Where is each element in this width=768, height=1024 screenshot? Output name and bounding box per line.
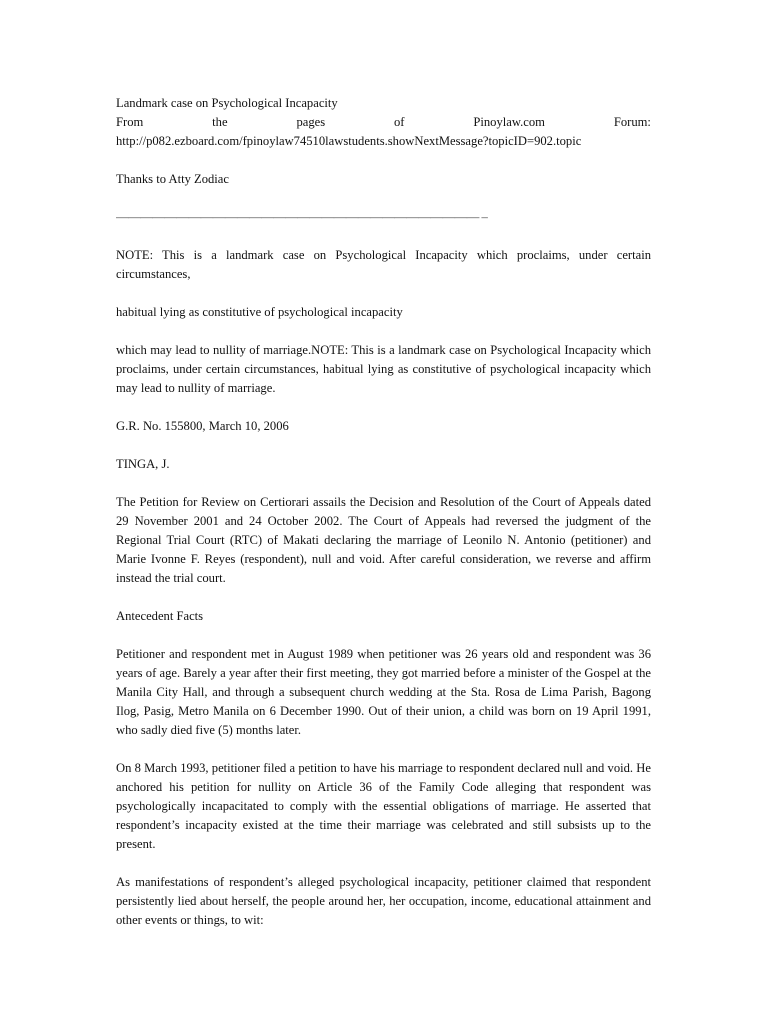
source-word: pages — [296, 115, 326, 129]
section-heading: Antecedent Facts — [116, 609, 204, 623]
note-paragraph: habitual lying as constitutive of psychological incapacity — [116, 305, 403, 319]
body-paragraph: On 8 March 1993, petitioner filed a petition to have his marriage to respondent declared null and void. He anchored his petition for nullity on Article 36 of the Family Code alleging that respondent was psychologically incapacitated to comply with the essential obligations of marriage. He asserted that respondent’s incapacity existed at the time their marriage was celebrated and still subsists up to the present. — [116, 761, 651, 851]
source-word: the — [212, 115, 228, 129]
source-line — [116, 113, 651, 132]
ponente: TINGA, J. — [116, 457, 170, 471]
note-paragraph: which may lead to nullity of marriage.NOTE: This is a landmark case on Psychological Incapacity which proclaims, under certain circumstances, habitual lying as constitutive of psychological incapacity which may lead to nullity of marriage. — [116, 343, 651, 395]
document-body — [116, 94, 651, 949]
body-paragraph: Petitioner and respondent met in August 1989 when petitioner was 26 years old and respondent was 36 years of age. Barely a year after their first meeting, they got married before a minister of the Gospel at the Manila City Hall, and through a subsequent church wedding at the Sta. Rosa de Lima Parish, Bagong Ilog, Pasig, Metro Manila on 6 December 1990. Out of their union, a child was born on 19 April 1991, who sadly died five (5) months later. — [116, 647, 651, 737]
case-number: G.R. No. 155800, March 10, 2006 — [116, 419, 289, 433]
body-paragraph: The Petition for Review on Certiorari assails the Decision and Resolution of the Court of Appeals dated 29 November 2001 and 24 October 2002. The Court of Appeals had reversed the judgment of the Regional Trial Court (RTC) of Makati declaring the marriage of Leonilo N. Antonio (petitioner) and Marie Ivonne F. Reyes (respondent), null and void. After careful consideration, we reverse and affirm instead the trial court. — [116, 495, 651, 585]
body-paragraph: As manifestations of respondent’s alleged psychological incapacity, petitioner claimed that respondent persistently lied about herself, the people around her, her occupation, income, educational attainment and other events or things, to wit: — [116, 875, 651, 927]
source-word: of — [394, 115, 405, 129]
source-site: Pinoylaw.com — [473, 115, 545, 129]
source-word: Forum: — [613, 115, 651, 129]
thanks-line: Thanks to Atty Zodiac — [116, 172, 229, 186]
separator-line: —————————————————————————————— – — [116, 210, 488, 224]
source-url: http://p082.ezboard.com/fpinoylaw74510lawstudents.showNextMessage?topicID=902.topic — [116, 134, 582, 148]
source-word: From — [116, 115, 144, 129]
header-block — [116, 94, 651, 151]
note-paragraph: NOTE: This is a landmark case on Psychological Incapacity which proclaims, under certain circumstances, — [116, 248, 651, 281]
document-heading: Landmark case on Psychological Incapacity — [116, 96, 338, 110]
